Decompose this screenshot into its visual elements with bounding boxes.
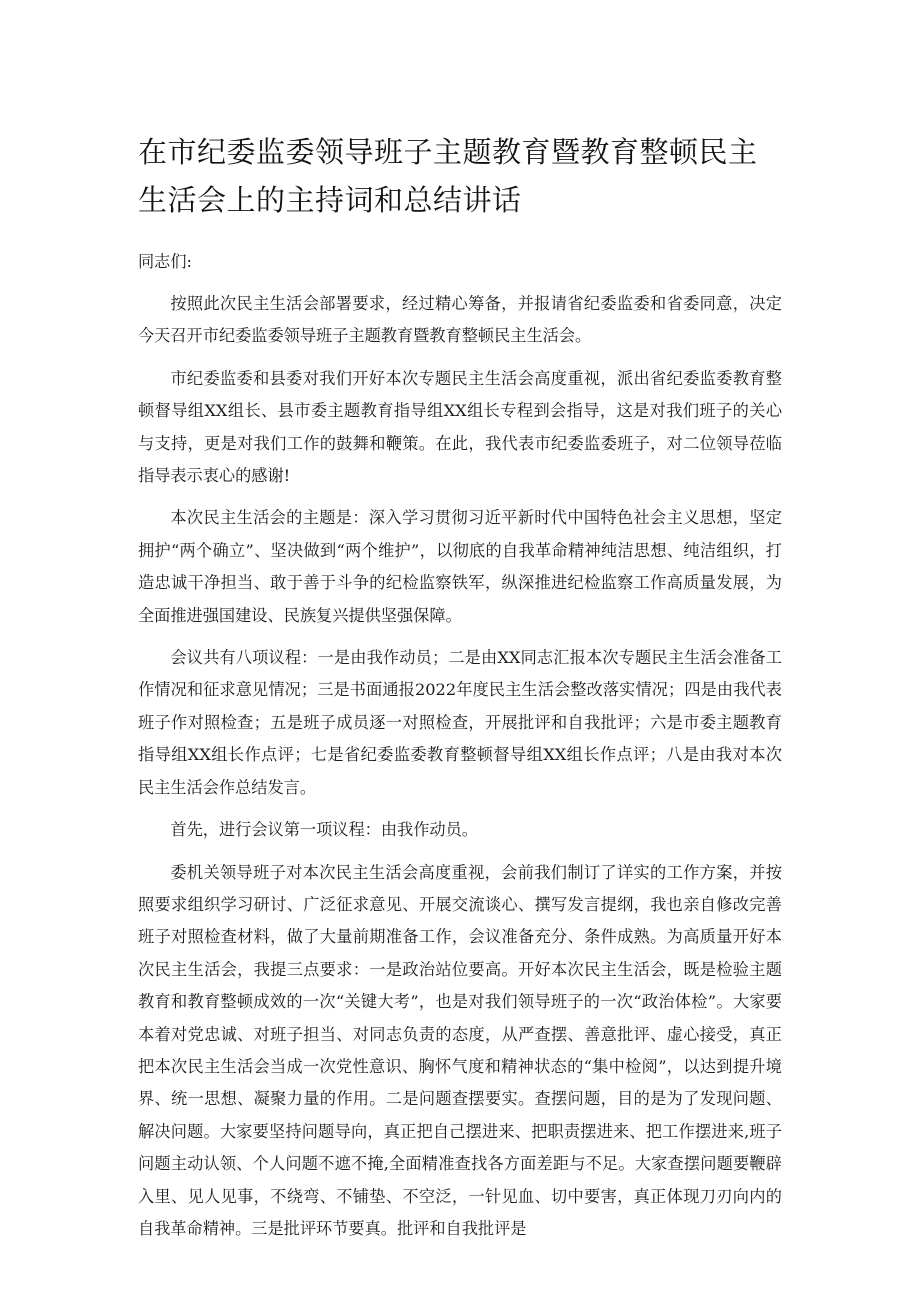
document-page	[138, 128, 782, 1245]
paragraph: 首先，进行会议第一项议程：由我作动员。	[170, 820, 478, 840]
paragraph: 本次民主生活会的主题是：深入学习贯彻习近平新时代中国特色社会主义思想，坚定拥护“两个确立”、坚决做到“两个维护”，以彻底的自我革命精神纯洁思想、纯洁组织，打造忠诚干净担当、敢于善于斗争的纪检监察铁军，纵深推进纪检监察工作高质量发展，为全面推进强国建设、民族复兴提供坚强保障。	[138, 508, 782, 625]
paragraph: 按照此次民主生活会部署要求，经过精心筹备，并报请省纪委监委和省委同意，决定今天召开市纪委监委领导班子主题教育暨教育整顿民主生活会。	[138, 294, 782, 346]
paragraph: 会议共有八项议程：一是由我作动员；二是由XX同志汇报本次专题民主生活会准备工作情况和征求意见情况；三是书面通报2022年度民主生活会整改落实情况；四是由我代表班子作对照检查；五是班子成员逐一对照检查，开展批评和自我批评；六是市委主题教育指导组XX组长作点评；七是省纪委监委教育整顿督导组XX组长作点评；八是由我对本次民主生活会作总结发言。	[138, 648, 782, 797]
document-title: 在市纪委监委领导班子主题教育暨教育整顿民主生活会上的主持词和总结讲话	[138, 135, 758, 217]
salutation: 同志们:	[138, 252, 193, 271]
paragraph: 委机关领导班子对本次民主生活会高度重视，会前我们制订了详实的工作方案，并按照要求组织学习研讨、广泛征求意见、开展交流谈心、撰写发言提纲，我也亲自修改完善班子对照检查材料，做了大量前期准备工作，会议准备充分、条件成熟。为高质量开好本次民主生活会，我提三点要求：一是政治站位要高。开好本次民主生活会，既是检验主题教育和教育整顿成效的一次“关键大考”，也是对我们领导班子的一次“政治体检”。大家要本着对党忠诚、对班子担当、对同志负责的态度，从严查摆、善意批评、虚心接受，真正把本次民主生活会当成一次党性意识、胸怀气度和精神状态的“集中检阅”，以达到提升境界、统一思想、凝聚力量的作用。二是问题查摆要实。查摆问题，目的是为了发现问题、解决问题。大家要坚持问题导向，真正把自己摆进来、把职责摆进来、把工作摆进来,班子问题主动认领、个人问题不遮不掩,全面精准查找各方面差距与不足。大家查摆问题要鞭辟入里、见人见事，不绕弯、不铺垫、不空泛，一针见血、切中要害，真正体现刀刃向内的自我革命精神。三是批评环节要真。批评和自我批评是	[138, 862, 782, 1238]
paragraph: 市纪委监委和县委对我们开好本次专题民主生活会高度重视，派出省纪委监委教育整顿督导组XX组长、县市委主题教育指导组XX组长专程到会指导，这是对我们班子的关心与支持，更是对我们工作的鼓舞和鞭策。在此，我代表市纪委监委班子，对二位领导莅临指导表示衷心的感谢!	[138, 368, 782, 486]
